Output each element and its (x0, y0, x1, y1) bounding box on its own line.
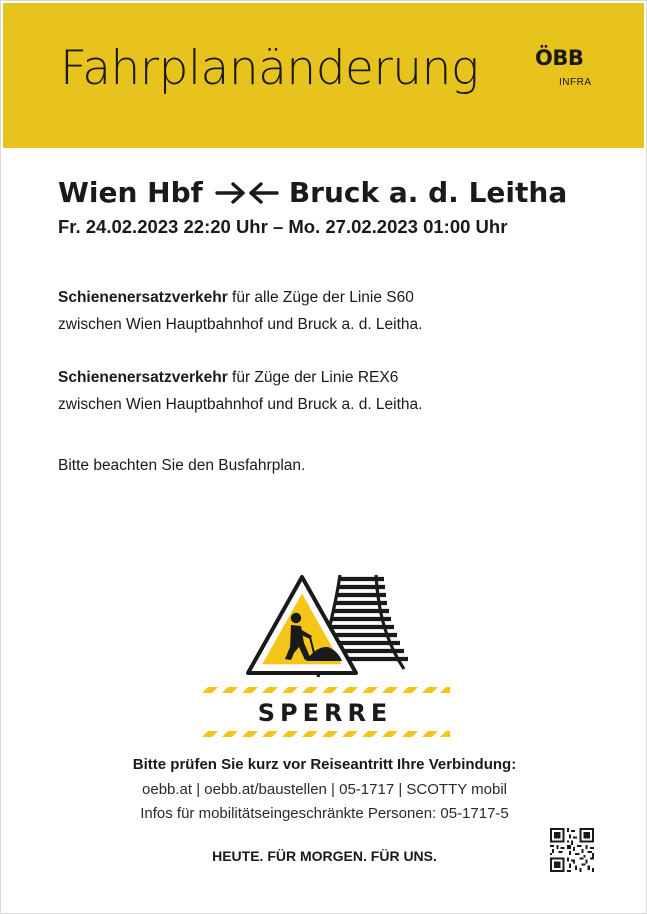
page-title: Fahrplanänderung (60, 41, 479, 96)
contact-heading: Bitte prüfen Sie kurz vor Reiseantritt Ihre Verbindung: (132, 756, 517, 773)
route-to: Bruck a. d. Leitha (288, 176, 568, 209)
notice-s60-line1 (58, 284, 422, 311)
notice-s60-bold: Schienenersatzverkehr (58, 289, 228, 306)
bidirectional-arrows-icon (215, 181, 279, 205)
notice-s60-line2: zwischen Wien Hauptbahnhof und Bruck a. d. Leitha. (58, 316, 423, 333)
construction-worker-warning-icon (244, 573, 416, 679)
route-heading (58, 176, 567, 209)
notice-s60 (58, 284, 422, 338)
closure-label: SPERRE (257, 699, 393, 727)
closure-period: Fr. 24.02.2023 22:20 Uhr – Mo. 27.02.2023 01:00 Uhr (58, 216, 508, 237)
contact-channels: oebb.at | oebb.at/baustellen | 05-1717 | SCOTTY mobil (142, 781, 507, 798)
notice-rex6-line2: zwischen Wien Hauptbahnhof und Bruck a. d. Leitha. (58, 396, 423, 413)
route-from: Wien Hbf (58, 176, 203, 209)
oebb-logo-wordmark: ÖBB (535, 46, 584, 70)
hazard-stripe-bottom (200, 731, 450, 737)
notice-s60-text: für alle Züge der Linie S60 (227, 289, 414, 306)
hazard-stripe-top (200, 687, 450, 693)
oebb-infra-logo (535, 46, 605, 96)
mobility-info: Infos für mobilitätseingeschränkte Personen: 05-1717-5 (140, 805, 509, 822)
notice-rex6-bold: Schienenersatzverkehr (58, 369, 228, 386)
notice-rex6 (58, 364, 422, 418)
notice-rex6-text: für Züge der Linie REX6 (227, 369, 399, 386)
slogan: HEUTE. FÜR MORGEN. FÜR UNS. (212, 848, 437, 864)
infra-logo-subtext: INFRA (559, 77, 592, 88)
header-banner (3, 3, 644, 148)
notice-rex6-line1 (58, 364, 422, 391)
bus-note: Bitte beachten Sie den Busfahrplan. (58, 457, 306, 474)
qr-code-icon (550, 828, 594, 872)
